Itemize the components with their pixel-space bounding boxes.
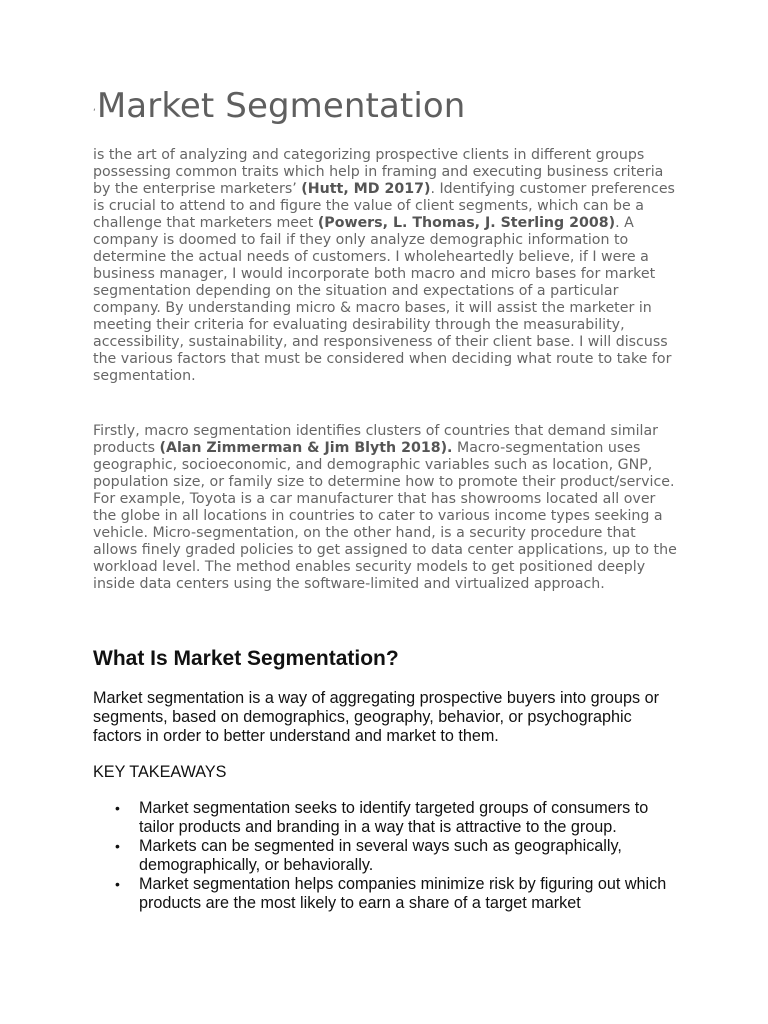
list-item (93, 799, 683, 837)
title-mark: ‘ (93, 108, 96, 119)
intro-paragraph (93, 147, 683, 385)
list-item-text: Market segmentation seeks to identify targeted groups of consumers to tailor products and branding in a way that is attractive to the group. (139, 799, 649, 836)
section-heading: What Is Market Segmentation? (93, 647, 399, 670)
list-item-text: Markets can be segmented in several ways such as geographically, demographically, or behaviorally. (139, 837, 622, 874)
definition-paragraph: Market segmentation is a way of aggregating prospective buyers into groups or segments, based on demographics, geography, behavior, or psychographic factors in order to better understand and market to them. (93, 689, 659, 745)
list-item-text: Market segmentation helps companies minimize risk by figuring out which products are the most likely to earn a share of a target market (139, 875, 667, 912)
intro-text-2: . Identifying customer preferences is crucial to attend to and figure the value of client segments, which can be a challenge that marketers meet (93, 181, 675, 231)
page-title: Market Segmentation (96, 86, 466, 126)
bullet-icon: • (115, 838, 120, 854)
intro-text-1: is the art of analyzing and categorizing prospective clients in different groups possessing common traits which help in framing and executing business criteria by the enterprise marketers’ (93, 147, 664, 197)
key-takeaways-label: KEY TAKEAWAYS (93, 763, 227, 781)
list-item (93, 837, 683, 875)
intro-text-3: . A company is doomed to fail if they only analyze demographic information to determine the actual needs of customers. I wholeheartedly believe, if I were a business manager, I would incorporate both macro and micro bases for market segmentation depending on the situation and expectations of a particular company. By understanding micro & macro bases, it will assist the marketer in meeting their criteria for evaluating desirability through the measurability, accessibility, sustainability, and responsiveness of their client base. I will discuss the various factors that must be considered when deciding what route to take for segmentation. (93, 215, 672, 384)
macro-text-2: Macro-segmentation uses geographic, socioeconomic, and demographic variables such as location, GNP, population size, or family size to determine how to promote their product/service. For example, Toyota is a car manufacturer that has showrooms located all over the globe in all locations in countries to cater to various income types seeking a vehicle. Micro-segmentation, on the other hand, is a security procedure that allows finely graded policies to get assigned to data center applications, up to the workload level. The method enables security models to get positioned deeply inside data centers using the software-limited and virtualized approach. (93, 440, 677, 592)
citation-zimmerman: (Alan Zimmerman & Jim Blyth 2018). (159, 440, 453, 456)
bullet-icon: • (115, 876, 120, 892)
title-row (93, 86, 465, 126)
macro-text-1: Firstly, macro segmentation identifies clusters of countries that demand similar products (93, 423, 658, 456)
macro-paragraph (93, 423, 683, 593)
bullet-icon: • (115, 800, 120, 816)
list-item (93, 875, 683, 913)
citation-hutt: (Hutt, MD 2017) (301, 181, 431, 197)
takeaways-list (93, 799, 683, 913)
citation-powers: (Powers, L. Thomas, J. Sterling 2008) (317, 215, 616, 231)
